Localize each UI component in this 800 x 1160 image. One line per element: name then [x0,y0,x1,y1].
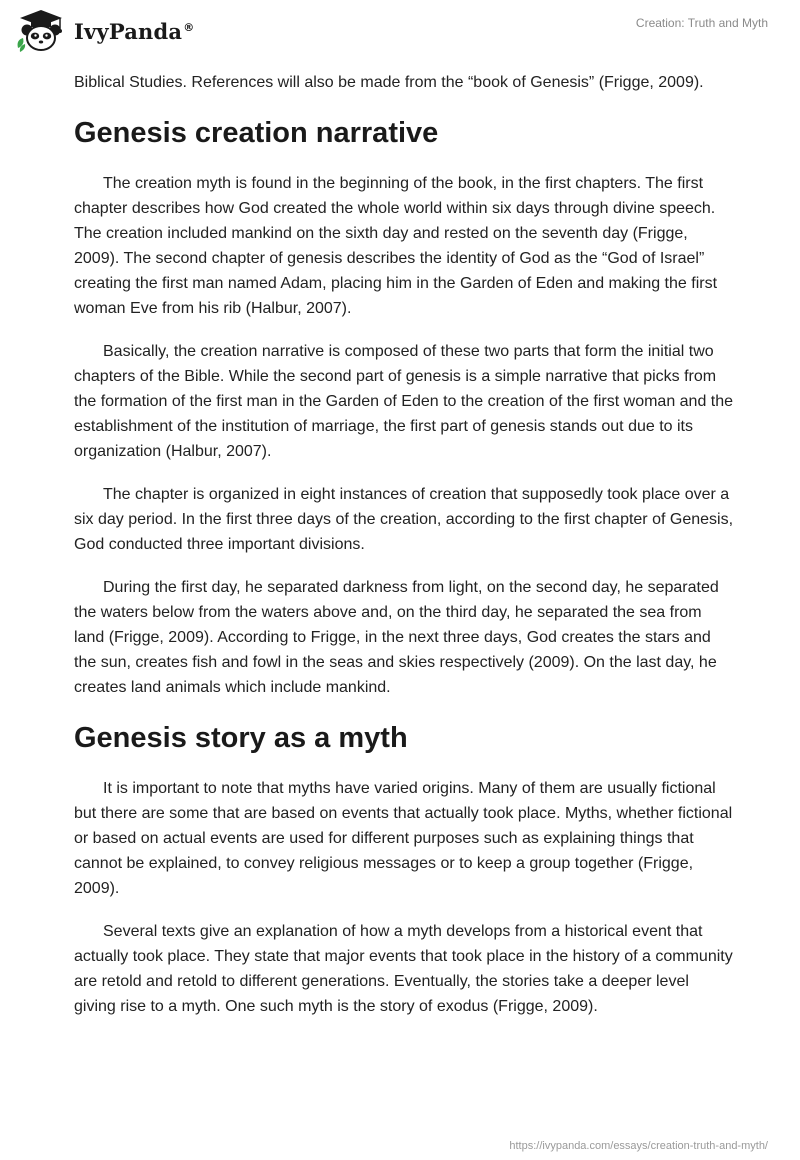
brand-text: IvyPanda [74,18,183,44]
paragraph: Basically, the creation narrative is composed of these two parts that form the initial two chapters of the Bible. While the second part of genesis is a simple narrative that picks from the formation of the first man in the Garden of Eden to the creation of the first woman and the establishment of the institution of marriage, the first part of genesis stands out due to its organization (Halbur, 2007). [74,343,734,460]
paragraph: It is important to note that myths have varied origins. Many of them are usually fictional but there are some that are based on events that actually took place. Myths, whether fictional or based on actual events are used for different purposes such as explaining things that cannot be explained, to convey religious messages or to keep a group together (Frigge, 2009). [74,780,733,897]
paragraph: During the first day, he separated darkness from light, on the second day, he separated the waters below from the waters above and, on the third day, he separated the sea from land (Frigge, 2009). According to Frigge, in the next three days, God creates the stars and the sun, creates fish and fowl in the seas and skies respectively (2009). On the last day, he creates land animals which include mankind. [74,579,719,696]
paragraph: The creation myth is found in the beginning of the book, in the first chapters. The first chapter describes how God created the whole world within six days through divine speech. The creation included mankind on the sixth day and rested on the seventh day (Frigge, 2009). The second chapter of genesis describes the identity of God as the “God of Israel” creating the first man named Adam, placing him in the Garden of Eden and making the first woman Eve from his rib (Halbur, 2007). [74,175,718,317]
registered-mark: ® [183,20,195,34]
paragraph: The chapter is organized in eight instances of creation that supposedly took place over a six day period. In the first three days of the creation, according to the first chapter of Genesis, God conducted three important divisions. [74,486,734,553]
paragraph: Several texts give an explanation of how a myth develops from a historical event that actually took place. They state that major events that took place in the history of a community are retold and retold to different generations. Eventually, the stories take a deeper level giving rise to a myth. One such myth is the story of exodus (Frigge, 2009). [74,923,733,1015]
ivypanda-logo[interactable] [14,8,194,54]
brand-name [74,19,194,44]
essay-content [74,70,734,1037]
intro-paragraph: Biblical Studies. References will also be made from the “book of Genesis” (Frigge, 2009). [74,74,704,91]
section-heading: Genesis creation narrative [74,117,439,149]
page-header [0,0,800,64]
source-url[interactable]: https://ivypanda.com/essays/creation-truth-and-myth/ [509,1140,768,1152]
section-heading: Genesis story as a myth [74,722,408,754]
panda-graduate-icon [14,8,68,54]
document-title: Creation: Truth and Myth [635,16,768,30]
